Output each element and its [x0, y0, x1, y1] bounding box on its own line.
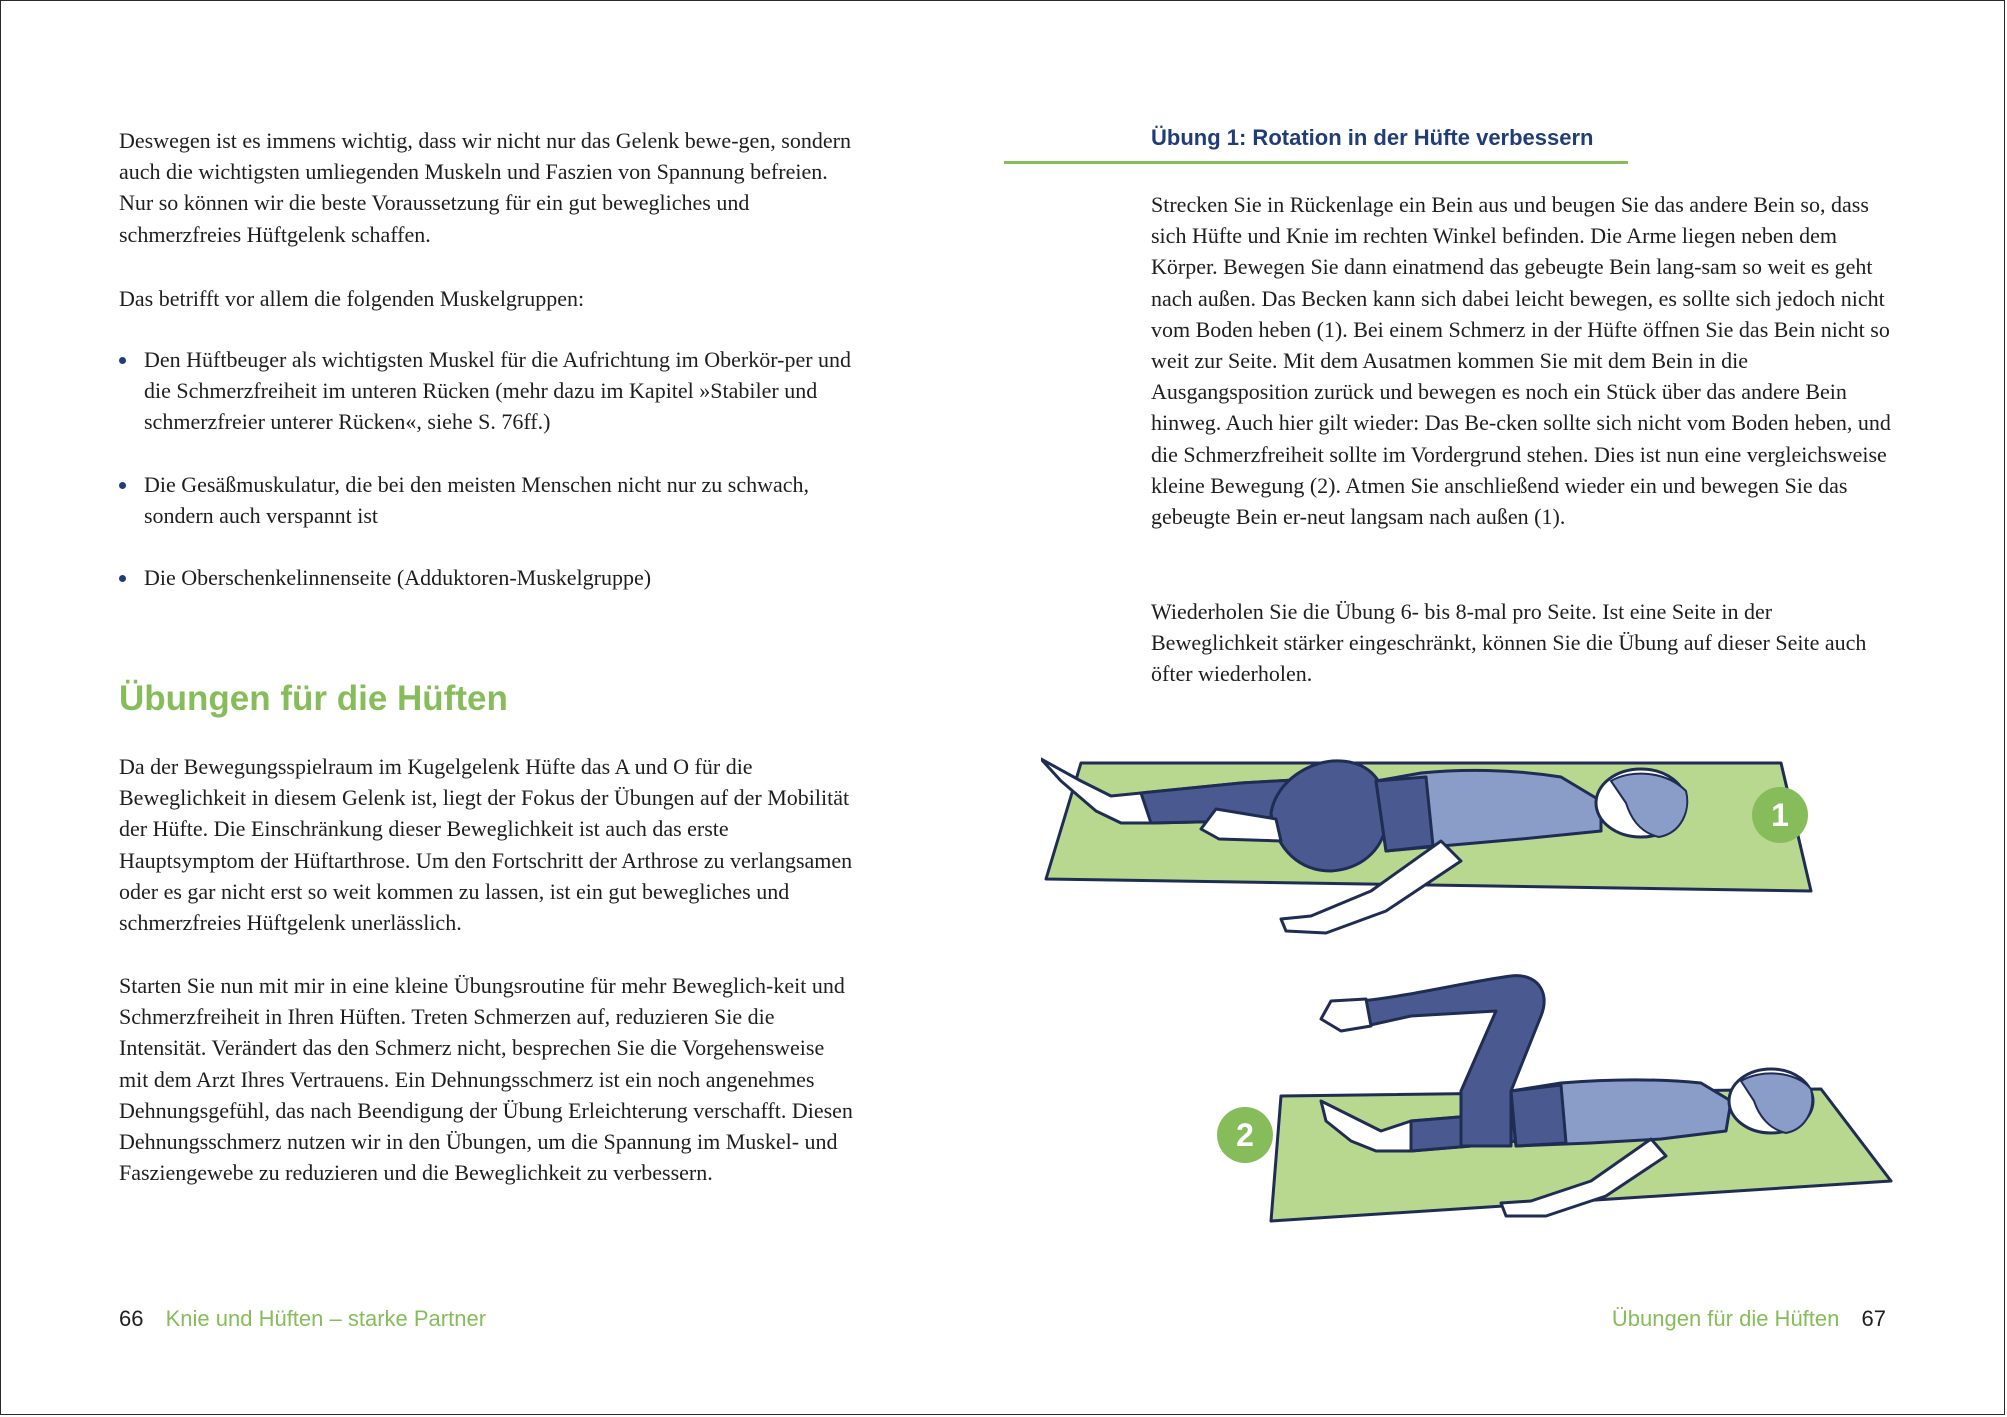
- step-badge-1: 1: [1752, 787, 1808, 843]
- page-number: 66: [119, 1306, 144, 1331]
- exercise-illustration-1: [1041, 741, 1851, 956]
- page-number: 67: [1861, 1306, 1886, 1331]
- exercise-illustration-2: [1211, 971, 1901, 1281]
- mobility-paragraph: Da der Bewegungsspielraum im Kugelgelenk Hüfte das A und O für die Beweglichkeit in diesem Gelenk ist, liegt der Fokus der Übungen auf der Mobilität der Hüfte. Die Einschränkung dieser Beweglichkeit ist auch das erste Hauptsymptom der Hüftarthrose. Um den Fortschritt der Arthrose zu verlangsamen oder es gar nicht erst so weit kommen zu lassen, ist ein gut bewegliches und schmerzfreies Hüftgelenk unerlässlich.: [119, 754, 853, 936]
- list-item: Den Hüftbeuger als wichtigsten Muskel für die Aufrichtung im Oberkör-per und die Schmerzfreiheit im unteren Rücken (mehr dazu im Kapitel »Stabiler und schmerzfreier unterer Rücken«, siehe S. 76ff.): [119, 344, 859, 438]
- running-title: Übungen für die Hüften: [1611, 1306, 1840, 1331]
- step-badge-2: 2: [1217, 1107, 1273, 1163]
- routine-paragraph: Starten Sie nun mit mir in eine kleine Übungsroutine für mehr Beweglich-keit und Schmerzfreiheit in Ihren Hüften. Treten Schmerzen auf, reduzieren Sie die Intensität. Verändert das den Schmerz nicht, besprechen Sie die Vorgehensweise mit dem Arzt Ihres Vertrauens. Ein Dehnungsschmerz ist ein noch angenehmes Dehnungsgefühl, das nach Beendigung der Übung Erleichterung verschafft. Diesen Dehnungsschmerz nutzen wir in den Übungen, um die Spannung im Muskel- und Fasziengewebe zu reduzieren und die Beweglichkeit zu verbessern.: [119, 973, 853, 1186]
- list-item: Die Gesäßmuskulatur, die bei den meisten Menschen nicht nur zu schwach, sondern auch verspannt ist: [119, 469, 859, 531]
- footer-right: [1612, 1306, 1886, 1332]
- exercise-title: Übung 1: Rotation in der Hüfte verbessern: [1151, 125, 1594, 150]
- intro-paragraph: Deswegen ist es immens wichtig, dass wir nicht nur das Gelenk bewe-gen, sondern auch die wichtigsten umliegenden Muskeln und Faszien von Spannung befreien. Nur so können wir die beste Voraussetzung für ein gut bewegliches und schmerzfreies Hüftgelenk schaffen.: [119, 128, 851, 247]
- list-item: Die Oberschenkelinnenseite (Adduktoren-Muskelgruppe): [119, 562, 859, 593]
- repetition-paragraph: Wiederholen Sie die Übung 6- bis 8-mal pro Seite. Ist eine Seite in der Beweglichkeit stärker eingeschränkt, können Sie die Übung auf dieser Seite auch öfter wiederholen.: [1151, 599, 1867, 687]
- title-underline: [1004, 161, 1628, 164]
- running-title: Knie und Hüften – starke Partner: [165, 1306, 487, 1331]
- muscle-groups-intro: Das betrifft vor allem die folgenden Muskelgruppen:: [119, 286, 585, 311]
- footer-left: [119, 1306, 486, 1332]
- muscle-groups-list: [119, 344, 859, 624]
- exercise-instructions: Strecken Sie in Rückenlage ein Bein aus und beugen Sie das andere Bein so, dass sich Hüfte und Knie im rechten Winkel befinden. Die Arme liegen neben dem Körper. Bewegen Sie dann einatmend das gebeugte Bein lang-sam so weit es geht nach außen. Das Becken kann sich dabei leicht bewegen, es sollte sich jedoch nicht vom Boden heben (1). Bei einem Schmerz in der Hüfte öffnen Sie das Bein nicht so weit zur Seite. Mit dem Ausatmen kommen Sie mit dem Bein in die Ausgangsposition zurück und bewegen es noch ein Stück über das andere Bein hinweg. Auch hier gilt wieder: Das Be-cken sollte sich nicht vom Boden heben, und die Schmerzfreiheit sollte im Vordergrund stehen. Dies ist nun eine vergleichsweise kleine Bewegung (2). Atmen Sie anschließend wieder ein und bewegen Sie das gebeugte Bein er-neut langsam nach außen (1).: [1151, 192, 1891, 530]
- section-heading: Übungen für die Hüften: [119, 679, 508, 718]
